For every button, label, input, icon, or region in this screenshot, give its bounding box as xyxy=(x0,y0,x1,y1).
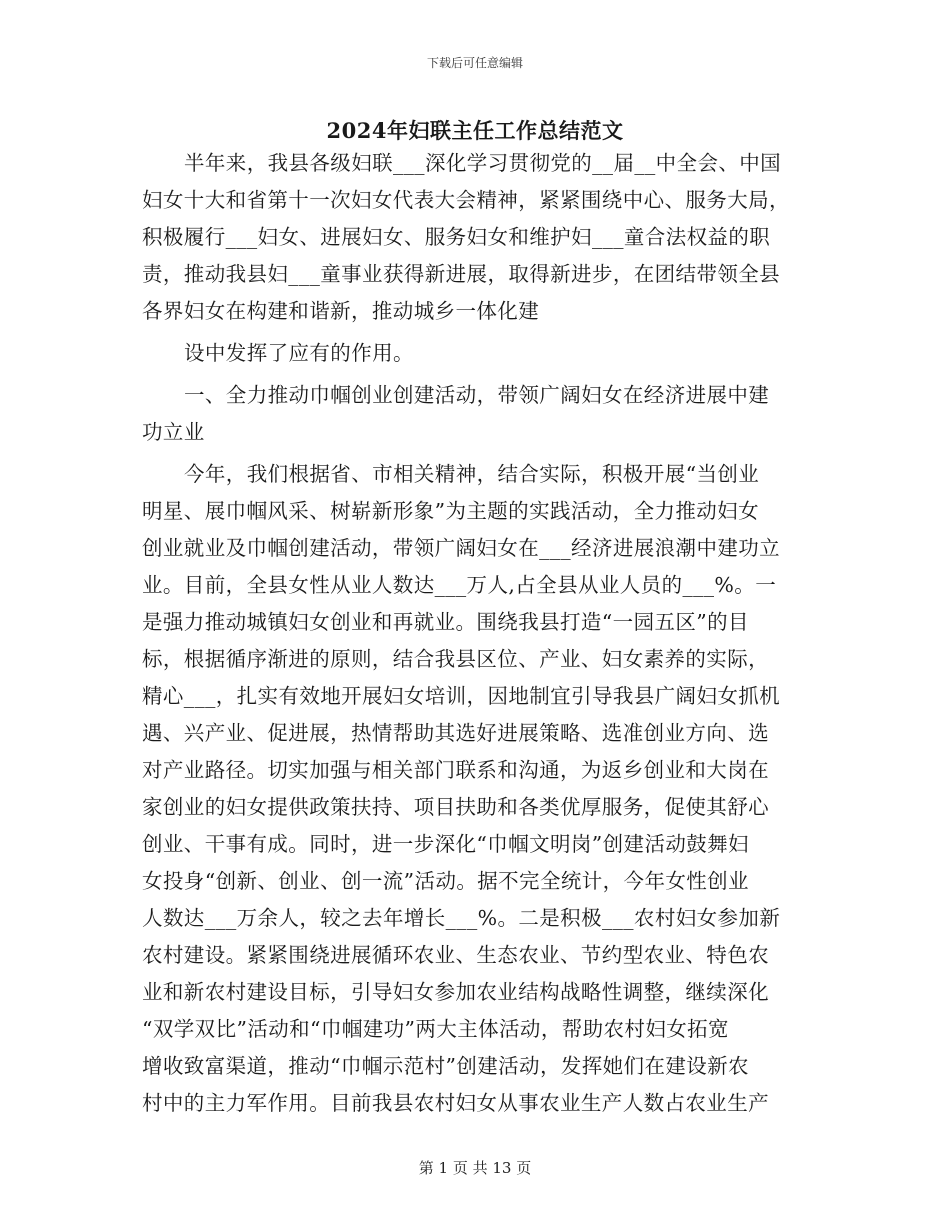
body-line: 积极履行___妇女、进展妇女、服务妇女和维护妇___童合法权益的职 xyxy=(142,225,771,249)
body-line: 半年来，我县各级妇联___深化学习贯彻党的__届__中全会、中国 xyxy=(184,151,782,175)
body-line: 业。目前，全县女性从业人数达___万人,占全县从业人员的___%。一 xyxy=(142,573,777,597)
body-line: 是强力推动城镇妇女创业和再就业。围绕我县打造“一园五区”的目 xyxy=(142,610,749,634)
page-header: 下载后可任意编辑 xyxy=(426,56,523,70)
body-line: 设中发挥了应有的作用。 xyxy=(184,341,414,365)
body-line: 标，根据循序渐进的原则，结合我县区位、产业、妇女素养的实际， xyxy=(142,647,769,671)
body-line: 女投身“创新、创业、创一流”活动。据不完全统计，今年女性创业 xyxy=(142,869,749,893)
document-body xyxy=(142,145,810,1122)
body-line: 家创业的妇女提供政策扶持、项目扶助和各类优厚服务，促使其舒心 xyxy=(142,795,769,819)
section-heading-line: 功立业 xyxy=(142,420,205,444)
body-line: 创业就业及巾帼创建活动，带领广阔妇女在___经济进展浪潮中建功立 xyxy=(142,536,781,560)
body-line: 创业、干事有成。同时，进一步深化“巾帼文明岗”创建活动鼓舞妇 xyxy=(142,832,749,856)
body-line: 业和新农村建设目标，引导妇女参加农业结构战略性调整，继续深化 xyxy=(142,980,769,1004)
body-line: 责，推动我县妇___童事业获得新进展，取得新进步，在团结带领全县 xyxy=(142,262,781,286)
section-heading-line: 一、全力推动巾帼创业创建活动，带领广阔妇女在经济进展中建 xyxy=(184,383,770,407)
body-line: 遇、兴产业、促进展，热情帮助其选好进展策略、选准创业方向、选 xyxy=(142,721,769,745)
body-line: “双学双比”活动和“巾帼建功”两大主体活动，帮助农村妇女拓宽 xyxy=(142,1017,729,1041)
body-line: 今年，我们根据省、市相关精神，结合实际，积极开展“当创业 xyxy=(184,462,760,486)
page-footer: 第 1 页 共 13 页 xyxy=(418,1159,532,1177)
body-line: 精心___，扎实有效地开展妇女培训，因地制宜引导我县广阔妇女抓机 xyxy=(142,684,781,708)
document-title: 2024年妇联主任工作总结范文 xyxy=(326,118,624,143)
body-line: 各界妇女在构建和谐新，推动城乡一体化建 xyxy=(142,299,540,323)
body-line: 对产业路径。切实加强与相关部门联系和沟通，为返乡创业和大岗在 xyxy=(142,758,769,782)
body-line: 人数达___万余人，较之去年增长___%。二是积极___农村妇女参加新 xyxy=(142,906,781,930)
body-line: 妇女十大和省第十一次妇女代表大会精神，紧紧围绕中心、服务大局， xyxy=(142,188,790,212)
body-line: 增收致富渠道，推动“巾帼示范村”创建活动，发挥她们在建设新农 xyxy=(142,1054,749,1078)
body-line: 农村建设。紧紧围绕进展循环农业、生态农业、节约型农业、特色农 xyxy=(142,943,769,967)
body-line: 村中的主力军作用。目前我县农村妇女从事农业生产人数占农业生产 xyxy=(142,1091,769,1115)
body-line: 明星、展巾帼风采、树崭新形象”为主题的实践活动，全力推动妇女 xyxy=(142,499,759,523)
